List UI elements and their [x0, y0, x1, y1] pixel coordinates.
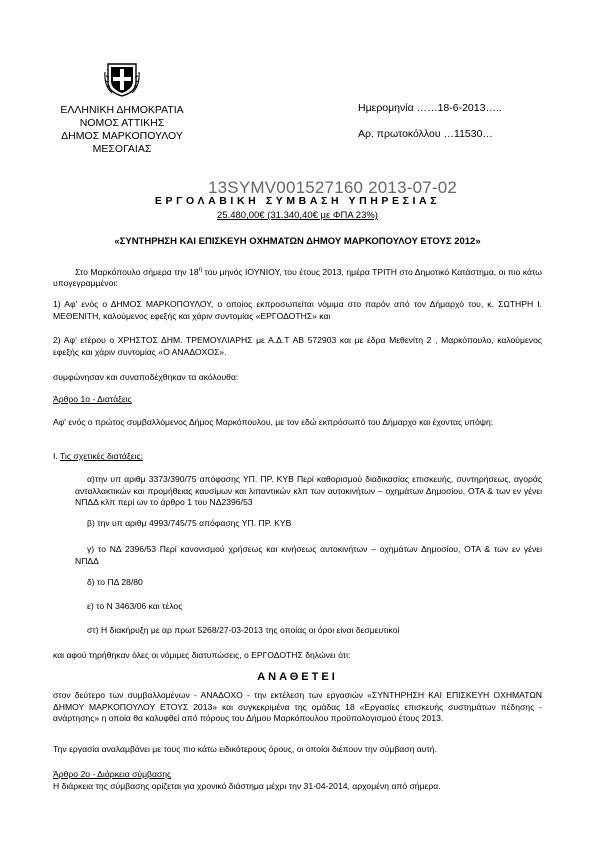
provision-item: α)την υπ αριθμ 3373/390/75 απόφασης ΥΠ. ΠΡ. ΚΥΒ Περί καθορισμού διαδικασίας επισκευής, συντηρήσεως, αγοράς ανταλλακτικών και προμήθειας καυσίμων και λιπαντικών κλπ των αυτοκινήτων – οχημάτων Δημοσίου, ΟΤΑ & των εν γένει ΝΠΔΔ κλπ περί ων το άρθρο 1 του ΝΔ2396/53 [75, 474, 542, 508]
provision-item: γ) το ΝΔ 2396/53 Περί κανονισμού χρήσεως και κινήσεως αυτοκινήτων – οχημάτων Δημοσίου, ΟΤΑ & των εν γένει ΝΠΔΔ [75, 544, 542, 566]
document-title: ΕΡΓΟΛΑΒΙΚΗ ΣΥΜΒΑΣΗ ΥΠΗΡΕΣΙΑΣ [154, 195, 441, 207]
article-2-heading: Άρθρο 2ο - Διάρκεια σύμβασης [53, 769, 172, 779]
contract-amount: 25.480,00€ (31.340,40€ με ΦΠΑ 23%) [217, 210, 378, 221]
article-2-text: Η διάρκεια της σύμβασης ορίζεται για χρονικό διάστημα μέχρι την 31-04-2014, αρχομένη από σήμερα. [53, 781, 441, 791]
issuing-authority [60, 104, 184, 156]
article-1-text: Αφ' ενός ο πρώτος συμβαλλόμενος Δήμος Μαρκόπουλου, με τον εδώ εκπρόσωπό του Δήμαρχο και έχοντας υπόψη: [53, 417, 494, 427]
provision-item: β) την υπ αριθμ 4993/745/75 απόφασης ΥΠ. ΠΡ. ΚΥΒ [87, 518, 292, 528]
greek-coat-of-arms-icon [104, 62, 140, 98]
article-1-closing: και αφού τηρήθηκαν όλες οι νόμιμες διατυπώσεις, ο ΕΡΓΟΔΟΤΗΣ δηλώνει ότι: [53, 650, 351, 660]
protocol-number: Αρ. πρωτοκόλλου …11530… [358, 128, 493, 140]
adam-stamp: 13SYMV001527160 2013-07-02 [208, 178, 458, 197]
authority-line: ΝΟΜΟΣ ΑΤΤΙΚΗΣ [79, 117, 165, 129]
contract-subject: «ΣΥΝΤΗΡΗΣΗ ΚΑΙ ΕΠΙΣΚΕΥΗ ΟΧΗΜΑΤΩΝ ΔΗΜΟΥ ΜΑΡΚΟΠΟΥΛΟΥ ΕΤΟΥΣ 2012» [114, 236, 481, 247]
authority-line: ΔΗΜΟΣ ΜΑΡΚΟΠΟΥΛΟΥ [61, 130, 183, 142]
authority-line: ΕΛΛΗΝΙΚΗ ΔΗΜΟΚΡΑΤΙΑ [60, 104, 184, 116]
assigns-paragraph: στον δεύτερο των συμβαλλομένων - ΑΝΑΔΟΧΟ - την εκτέλεση των εργασιών «ΣΥΝΤΗΡΗΣΗ ΚΑΙ ΕΠΙΣΚΕΥΗ ΟΧΗΜΑΤΩΝ ΔΗΜΟΥ ΜΑΡΚΟΠΟΥΛΟΥ ΕΤΟΥΣ 2013» και συγκεκριμένα της ομάδας 18 «Εργασίες επισκευής συστημάτων πέδησης - ανάρτησης» η οποία θα καλυφθεί από πόρους του Δήμου Μαρκόπουλου προϋπολογισμού έτους 2013. [53, 690, 542, 724]
provision-item: ε) το Ν 3463/06 και τέλος [87, 601, 183, 611]
article-1-heading: Άρθρο 1ο - Διατάξεις [53, 394, 132, 404]
party-one: 1) Αφ' ενός ο ΔΗΜΟΣ ΜΑΡΚΟΠΟΥΛΟΥ, ο οποίος εκπροσωπείται νόμιμα στο παρόν από τον Δήμαρχό του, κ. ΣΩΤΗΡΗ Ι. ΜΕΘΕΝΙΤΗ, καλούμενος εφεξής και χάριν συντομίας «ΕΡΓΟΔΟΤΗΣ» και [53, 299, 542, 321]
intro-paragraph: Στο Μαρκόπουλο σήμερα την $18^\eta$ του μηνός ΙΟΥΝΙΟΥ, του έτους 2013, ημέρα ΤΡΙΤΗ στο Δημοτικό Κατάστημα, οι πιο κάτω υπογεγραμμένοι: [53, 266, 542, 289]
provision-item: δ) το ΠΔ 28/80 [87, 577, 143, 587]
assigns-heading: ΑΝΑΘΕΤΕΙ [257, 671, 338, 683]
provisions-heading: Ι. Τις σχετικές διατάξεις: [53, 451, 144, 461]
party-two: 2) Αφ' ετέρου ο ΧΡΗΣΤΟΣ ΔΗΜ. ΤΡΕΜΟΥΛΙΑΡΗΣ με Α.Δ.Τ ΑΒ 572903 και με έδρα Μεθενίτη 2 , Μαρκόπουλο, καλούμενος εφεξής και χάριν συντομίας «Ο ΑΝΑΔΟΧΟΣ». [53, 335, 542, 357]
assigns-terms: Την εργασία αναλαμβάνει με τους πιο κάτω ειδικότερους όρους, οι οποίοι διέπουν την σύμβαση αυτή. [53, 744, 437, 754]
authority-line: ΜΕΣΟΓΑΙΑΣ [92, 143, 152, 155]
agreed-line: συμφώνησαν και συναποδέχθηκαν τα ακόλουθα: [53, 372, 239, 382]
document-date: Ημερομηνία ……18-6-2013….. [358, 102, 502, 114]
provision-item: στ) Η διακήρυξη με αρ πρωτ 5268/27-03-2013 της οποίας οι όροι είναι δεσμευτικοί [87, 625, 400, 635]
